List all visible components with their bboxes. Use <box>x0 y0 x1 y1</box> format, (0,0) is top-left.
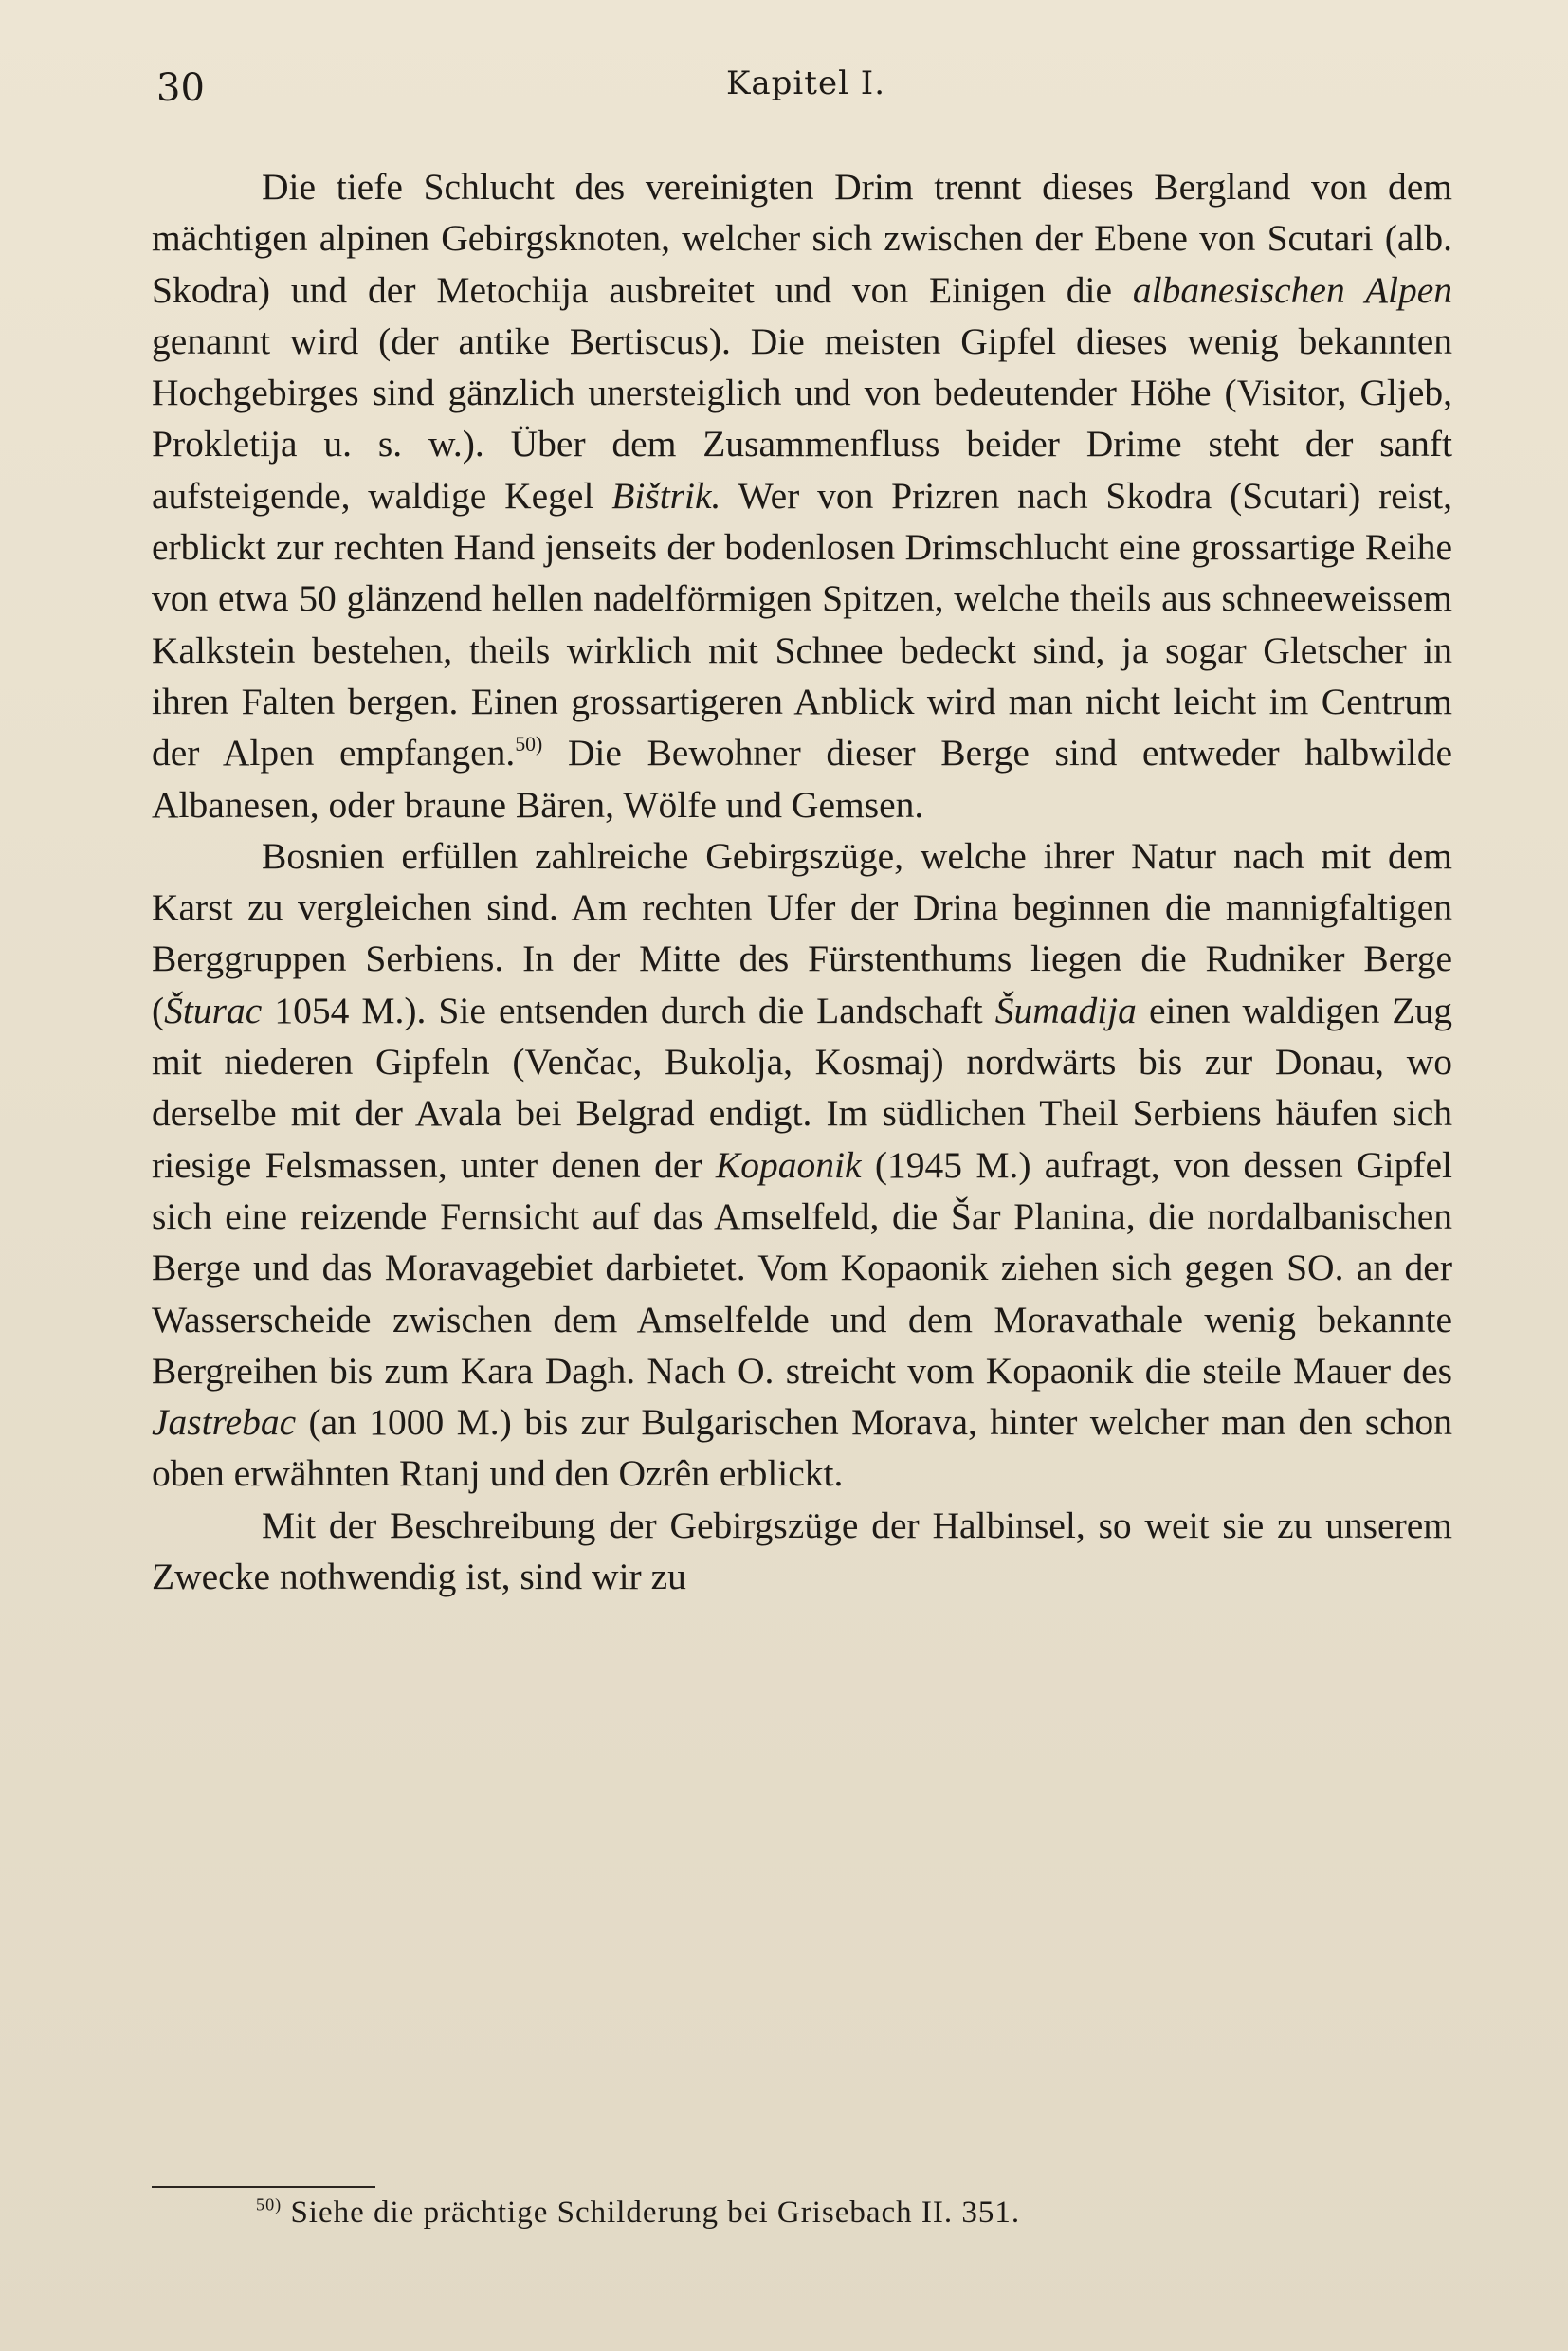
footnote-reference: 50) <box>515 733 543 756</box>
text-run: Die Bewohner dieser Berge sind entweder halbwilde Albanesen, oder braune Bären, Wölfe und Gemsen. <box>152 732 1452 826</box>
page-number: 30 <box>156 66 205 110</box>
text-run: genannt wird (der antike Bertiscus). Die meisten Gipfel dieses wenig bekannten Hochgebirges sind gänzlich unersteiglich und von bedeutender Höhe (Visitor, Gljeb, Prokletija u. s. w.). Über dem Zusammenfluss beider Drime steht der sanft aufsteigende, waldige Kegel <box>152 319 1452 517</box>
text-run: 1054 M.). Sie entsenden durch die Landschaft <box>262 989 995 1031</box>
footnote-divider <box>152 2186 375 2188</box>
body-text <box>152 161 1452 1602</box>
text-run: (an 1000 M.) bis zur Bulgarischen Morava, hinter welcher man den schon oben erwähnten Rtanj und den Ozrên erblickt. <box>152 1401 1452 1495</box>
text-run: (1945 M.) aufragt, von dessen Gipfel sich eine reizende Fernsicht auf das Amselfeld, die Šar Planina, die nordalbanischen Berge und das Moravagebiet darbietet. Vom Kopaonik ziehen sich gegen SO. an der Wasserscheide zwischen dem Amselfelde und dem Moravathale wenig bekannte Bergreihen bis zum Kara Dagh. Nach O. streicht vom Kopaonik die steile Mauer des <box>152 1143 1453 1392</box>
italic-term: Šturac <box>164 989 263 1031</box>
text-run: Wer von Prizren nach Skodra (Scutari) reist, erblickt zur rechten Hand jenseits der bodenlosen Drimschlucht eine grossartige Reihe von etwa 50 glänzend hellen nadelförmigen Spitzen, welche theils aus schneeweissem Kalkstein bestehen, theils wirklich mit Schnee bedeckt sind, ja sogar Gletscher in ihren Falten bergen. Einen grossartigeren Anblick wird man nicht leicht im Centrum der Alpen empfangen. <box>152 474 1452 775</box>
paragraph-1 <box>152 161 1452 830</box>
text-run: Bosnien erfüllen zahlreiche Gebirgszüge, welche ihrer Natur nach mit dem Karst zu vergleichen sind. Am rechten Ufer der Drina beginnen die mannigfaltigen Berggruppen Serbiens. In der Mitte des Fürstenthums liegen die Rudniker Berge ( <box>152 834 1452 1031</box>
footnote <box>256 2192 1450 2233</box>
italic-term: Šumadija <box>994 989 1137 1031</box>
paragraph-3 <box>152 1500 1452 1603</box>
text-run: einen waldigen Zug mit niederen Gipfeln (Venčac, Bukolja, Kosmaj) nordwärts bis zur Donau, wo derselbe mit der Avala bei Belgrad endigt. Im südlichen Theil Serbiens häufen sich riesige Felsmassen, unter denen der <box>152 989 1452 1186</box>
page-header <box>156 59 1455 116</box>
footnote-marker: 50) <box>256 2195 283 2214</box>
text-run: Mit der Beschreibung der Gebirgszüge der Halbinsel, so weit sie zu unserem Zwecke nothwendig ist, sind wir zu <box>152 1504 1452 1598</box>
paragraph-2 <box>152 830 1452 1500</box>
italic-term: Jastrebac <box>152 1401 297 1444</box>
footnote-text: Siehe die prächtige Schilderung bei Grisebach II. 351. <box>282 2196 1021 2230</box>
running-title: Kapitel I. <box>725 64 885 102</box>
italic-term: Bištrik. <box>611 474 721 517</box>
text-run: Die tiefe Schlucht des vereinigten Drim trennt dieses Bergland von dem mächtigen alpinen Gebirgsknoten, welcher sich zwischen der Ebene von Scutari (alb. Skodra) und der Metochija ausbreitet und von Einigen die <box>152 166 1452 311</box>
italic-term: albanesischen Alpen <box>1132 268 1452 311</box>
italic-term: Kopaonik <box>715 1143 862 1186</box>
